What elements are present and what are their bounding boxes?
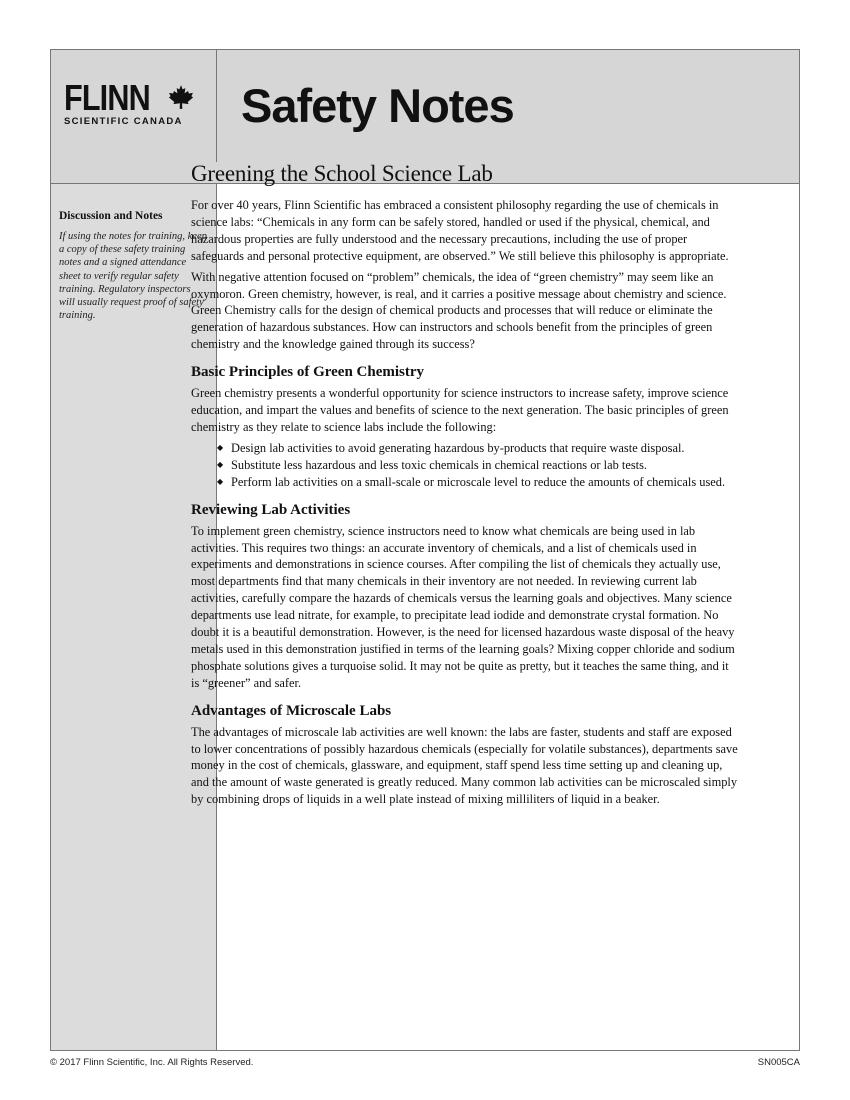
section-heading-microscale: Advantages of Microscale Labs — [191, 702, 392, 719]
main-content — [191, 160, 739, 812]
document-code: SN005CA — [757, 1057, 800, 1068]
section-text-microscale: The advantages of microscale lab activities are well known: the labs are faster, students and staff are exposed to lower concentrations of possibly hazardous chemicals (especially for volatile substances), departments save money in the cost of chemicals, glassware, and equipment, staff spend less time setting up and cleaning up, and the amount of waste generated is greatly reduced. Many common lab activities can be microscaled simply by combining drops of liquids in a well plate instead of mixing milliliters of liquid in a beaker. — [191, 724, 738, 807]
sidebar-heading: Discussion and Notes — [59, 210, 163, 222]
principles-list — [191, 440, 739, 491]
list-item: ◆ Design lab activities to avoid generating hazardous by-products that require waste disposal. — [231, 440, 739, 457]
page-title: Safety Notes — [241, 79, 514, 132]
logo-word: FLINN — [64, 77, 150, 118]
sidebar-text: If using the notes for training, keep a copy of these safety training notes and a signed attendance sheet to verify regular safety training. Regulatory inspectors will usually request proof of safety training. — [59, 231, 207, 322]
copyright-text: © 2017 Flinn Scientific, Inc. All Rights Reserved. — [50, 1057, 254, 1068]
article-title: Greening the School Science Lab — [191, 161, 493, 186]
logo-subtitle: SCIENTIFIC CANADA — [64, 116, 183, 127]
intro-paragraph-2: With negative attention focused on “problem” chemicals, the idea of “green chemistry” may seem like an oxymoron. Green chemistry, however, is real, and it carries a positive message about chemistry and science. Green Chemistry calls for the design of chemical products and processes that will reduce or eliminate the generation of hazardous substances. How can instructors and schools benefit from the principles of green chemistry and the knowledge gained through its success? — [191, 269, 727, 352]
header — [51, 50, 799, 163]
section-text-reviewing: To implement green chemistry, science instructors need to know what chemicals are being used in lab activities. This requires two things: an accurate inventory of chemicals, and a list of chemicals used in experiments and demonstrations in science courses. After compiling the list of chemicals they actually use, most departments find that many chemicals in their inventory are not needed. In reviewing current lab activities, carefully compare the hazards of chemicals versus the learning goals and objectives. Many science departments use lead nitrate, for example, to precipitate lead iodide and demonstrate crystal formation. No doubt it is a beautiful demonstration. However, is the need for licensed hazardous waste disposal of the heavy metals used in this demonstration justified in terms of the learning goals? Mixing copper chloride and sodium phosphate solutions gives a turquoise solid. It may not be quite as pretty, but it teaches the same thing, and it is “greener” and safer. — [191, 523, 735, 690]
section-text-principles: Green chemistry presents a wonderful opportunity for science instructors to increase safety, improve science education, and impart the values and benefits of science to the next generation. The basic principles of green chemistry as they relate to science labs include the following: — [191, 386, 729, 434]
section-heading-reviewing: Reviewing Lab Activities — [191, 501, 351, 518]
intro-paragraph-1: For over 40 years, Flinn Scientific has embraced a consistent philosophy regarding the use of chemicals in science labs: “Chemicals in any form can be safely stored, handled or used if the physical, chemical, and hazardous properties are fully understood and the necessary precautions, including the use of proper safeguards and personal protective equipment, are observed.” We still believe this philosophy is appropriate. — [191, 198, 729, 263]
header-divider — [216, 50, 217, 162]
list-item: ◆ Substitute less hazardous and less toxic chemicals in chemical reactions or lab tests. — [231, 457, 739, 474]
section-heading-principles: Basic Principles of Green Chemistry — [191, 364, 425, 381]
list-item: ◆ Perform lab activities on a small-scale or microscale level to reduce the amounts of chemicals used. — [231, 474, 739, 491]
flinn-logo — [64, 77, 204, 127]
maple-leaf-icon — [168, 84, 194, 110]
